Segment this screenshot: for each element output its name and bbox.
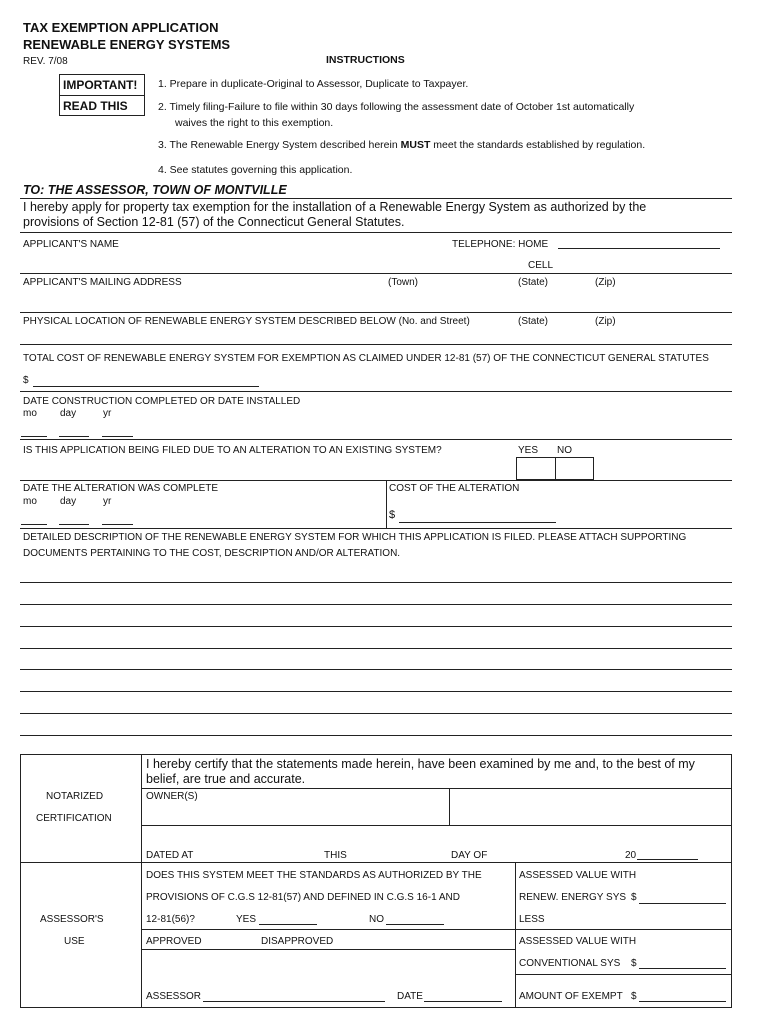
form-title: TAX EXEMPTION APPLICATION xyxy=(23,20,219,35)
to-assessor-heading: TO: THE ASSESSOR, TOWN OF MONTVILLE xyxy=(23,183,287,197)
year-label: yr xyxy=(103,408,112,419)
assessed-value-label-1: ASSESSED VALUE WITH xyxy=(519,870,637,881)
standards-question-cont: PROVISIONS OF C.G.S 12-81(57) AND DEFINED IN C.G.S 16-1 AND xyxy=(146,892,460,903)
alteration-no-checkbox[interactable] xyxy=(555,457,594,480)
standards-question-end: 12-81(56)? xyxy=(146,914,195,925)
renew-value-input[interactable] xyxy=(639,903,726,904)
standards-yes-input[interactable] xyxy=(259,924,317,925)
description-line[interactable] xyxy=(20,735,732,736)
total-cost-label: TOTAL COST OF RENEWABLE ENERGY SYSTEM FOR EXEMPTION AS CLAIMED UNDER 12-81 (57) OF THE CONNECTICUT GENERAL STATUTES xyxy=(23,353,709,364)
zip-label: (Zip) xyxy=(595,277,616,288)
renew-dollar: $ xyxy=(631,892,637,903)
amount-exempt-label: AMOUNT OF EXEMPT xyxy=(519,991,623,1002)
instruction-1: 1. Prepare in duplicate-Original to Assessor, Duplicate to Taxpayer. xyxy=(158,78,469,90)
approved-label[interactable]: APPROVED xyxy=(146,936,202,947)
intro-line-2: provisions of Section 12-81 (57) of the Connecticut General Statutes. xyxy=(23,215,405,229)
description-line[interactable] xyxy=(20,626,732,627)
assessors-label: ASSESSOR'S xyxy=(40,914,104,925)
owner-signature-2[interactable] xyxy=(452,790,730,823)
revision-label: REV. 7/08 xyxy=(23,56,68,67)
instruction-3: 3. The Renewable Energy System described herein MUST meet the standards established by regulation. xyxy=(158,139,646,151)
owners-label: OWNER(S) xyxy=(146,791,198,802)
cell-label: CELL xyxy=(528,260,554,271)
cost-alteration-label: COST OF THE ALTERATION xyxy=(389,483,520,494)
alteration-yes-checkbox[interactable] xyxy=(516,457,556,480)
year-input[interactable] xyxy=(102,436,133,437)
read-this-label: READ THIS xyxy=(63,99,128,113)
description-line[interactable] xyxy=(20,713,732,714)
assessor-date-label: DATE xyxy=(397,991,423,1002)
month-label: mo xyxy=(23,408,37,419)
alteration-question: IS THIS APPLICATION BEING FILED DUE TO AN ALTERATION TO AN EXISTING SYSTEM? xyxy=(23,445,442,456)
state-label: (State) xyxy=(518,277,549,288)
description-line[interactable] xyxy=(20,691,732,692)
alteration-month-input[interactable] xyxy=(21,524,47,525)
standards-no-label: NO xyxy=(369,914,384,925)
telephone-home-input[interactable] xyxy=(558,248,720,249)
notarized-label: NOTARIZED xyxy=(46,791,104,802)
description-label-cont: DOCUMENTS PERTAINING TO THE COST, DESCRIPTION AND/OR ALTERATION. xyxy=(23,548,401,559)
form-subtitle: RENEWABLE ENERGY SYSTEMS xyxy=(23,37,231,52)
total-cost-dollar: $ xyxy=(23,375,29,386)
mailing-address-label: APPLICANT'S MAILING ADDRESS xyxy=(23,277,182,288)
day-label: day xyxy=(60,408,77,419)
date-completed-label: DATE CONSTRUCTION COMPLETED OR DATE INSTALLED xyxy=(23,396,301,407)
description-line[interactable] xyxy=(20,669,732,670)
day-of-label: DAY OF xyxy=(451,850,488,861)
month-label-2: mo xyxy=(23,496,37,507)
disapproved-label[interactable]: DISAPPROVED xyxy=(261,936,334,947)
instruction-4: 4. See statutes governing this application. xyxy=(158,164,353,176)
certify-statement: I hereby certify that the statements made herein, have been examined by me and, to the best of my xyxy=(146,757,695,771)
alteration-year-input[interactable] xyxy=(102,524,133,525)
physical-location-label: PHYSICAL LOCATION OF RENEWABLE ENERGY SYSTEM DESCRIBED BELOW (No. and Street) xyxy=(23,316,470,327)
instruction-2-cont: waives the right to this exemption. xyxy=(175,117,334,129)
alteration-yes-label: YES xyxy=(518,445,539,456)
alteration-day-input[interactable] xyxy=(59,524,89,525)
owner-signature-1[interactable] xyxy=(145,790,447,823)
total-cost-input[interactable] xyxy=(33,386,259,387)
cost-alteration-dollar: $ xyxy=(389,509,396,521)
applicant-name-label: APPLICANT'S NAME xyxy=(23,239,119,250)
conventional-dollar: $ xyxy=(631,958,637,969)
date-alteration-label: DATE THE ALTERATION WAS COMPLETE xyxy=(23,483,219,494)
assessed-value-label-2: ASSESSED VALUE WITH xyxy=(519,936,637,947)
dated-at-label: DATED AT xyxy=(146,850,194,861)
description-line[interactable] xyxy=(20,648,732,649)
this-label: THIS xyxy=(324,850,347,861)
conventional-value-input[interactable] xyxy=(639,968,726,969)
standards-question: DOES THIS SYSTEM MEET THE STANDARDS AS AUTHORIZED BY THE xyxy=(146,870,482,881)
alteration-no-label: NO xyxy=(557,445,572,456)
assessor-date-input[interactable] xyxy=(424,1001,502,1002)
instructions-heading: INSTRUCTIONS xyxy=(326,54,405,66)
zip-label-2: (Zip) xyxy=(595,316,616,327)
assessor-signature-label: ASSESSOR xyxy=(146,991,202,1002)
town-label: (Town) xyxy=(388,277,419,288)
certify-statement-cont: belief, are true and accurate. xyxy=(146,772,306,786)
standards-no-input[interactable] xyxy=(386,924,444,925)
important-label: IMPORTANT! xyxy=(63,78,138,92)
year-label-2: yr xyxy=(103,496,112,507)
description-label: DETAILED DESCRIPTION OF THE RENEWABLE ENERGY SYSTEM FOR WHICH THIS APPLICATION IS FILED. PLEASE ATTACH SUPPORTING xyxy=(23,532,687,543)
telephone-home-label: TELEPHONE: HOME xyxy=(452,239,549,250)
instruction-2: 2. Timely filing-Failure to file within 30 days following the assessment date of October 1st automatically xyxy=(158,101,635,113)
day-label-2: day xyxy=(60,496,77,507)
year-prefix-label: 20 xyxy=(625,850,637,861)
cost-alteration-input[interactable] xyxy=(399,522,556,523)
state-label-2: (State) xyxy=(518,316,549,327)
description-line[interactable] xyxy=(20,582,732,583)
exempt-dollar: $ xyxy=(631,991,637,1002)
certification-label: CERTIFICATION xyxy=(36,813,112,824)
intro-line-1: I hereby apply for property tax exemption for the installation of a Renewable Energy System as authorized by the xyxy=(23,200,647,214)
year-input[interactable] xyxy=(637,859,698,860)
assessor-signature-input[interactable] xyxy=(203,1001,385,1002)
use-label: USE xyxy=(64,936,85,947)
day-input[interactable] xyxy=(59,436,89,437)
conventional-label: CONVENTIONAL SYS xyxy=(519,958,621,969)
less-label: LESS xyxy=(519,914,545,925)
month-input[interactable] xyxy=(21,436,47,437)
renew-energy-label: RENEW. ENERGY SYS xyxy=(519,892,627,903)
exempt-value-input[interactable] xyxy=(639,1001,726,1002)
description-line[interactable] xyxy=(20,604,732,605)
standards-yes-label: YES xyxy=(236,914,257,925)
